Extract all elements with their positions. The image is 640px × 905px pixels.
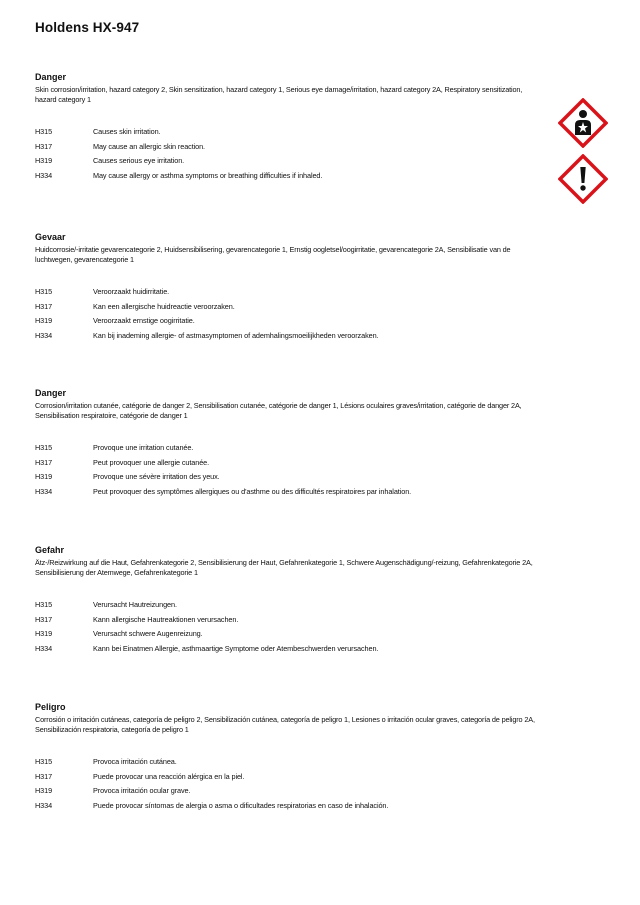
hazard-section-nl [35,232,540,343]
statement-text: Puede provocar una reacción alérgica en la piel. [93,771,245,781]
hazard-statement-list [35,125,540,183]
signal-word: Danger [35,388,67,398]
statement-code: H319 [35,316,53,325]
statement-text: Kann allergische Hautreaktionen verursachen. [93,614,239,624]
hazard-section-fr [35,388,540,499]
statement-text: Causes skin irritation. [93,127,161,136]
statement-text: Veroorzaakt huidirritatie. [93,287,170,296]
statement-text: Kan een allergische huidreactie veroorzaken. [93,301,235,311]
signal-word: Gefahr [35,545,65,555]
statement-code: H317 [35,457,53,467]
statement-code: H315 [35,127,53,136]
statement-text: Veroorzaakt ernstige oogirritatie. [93,316,195,325]
statement-code: H319 [35,156,53,165]
statement-code: H315 [35,757,53,766]
health-hazard-icon [558,98,608,148]
hazard-statement [35,140,540,155]
hazard-statement [35,755,540,770]
hazard-statement [35,770,540,785]
signal-word: Danger [35,72,67,82]
statement-text: Provoca irritación ocular grave. [93,786,191,795]
hazard-classification: Ätz-/Reizwirkung auf die Haut, Gefahrenkategorie 2, Sensibilisierung der Haut, Gefahrenkategorie 1, Schwere Augenschädigung/-reizung, Gefahrenkategorie 2A, Sensibilisierung der Atemwege, Gefahrenkategorie 1 [35,558,533,577]
hazard-statement [35,456,540,471]
statement-code: H319 [35,786,53,795]
statement-code: H315 [35,443,53,452]
statement-code: H317 [35,614,53,624]
statement-text: Verursacht schwere Augenreizung. [93,629,203,638]
statement-code: H317 [35,141,53,151]
hazard-statement [35,154,540,169]
hazard-statement [35,125,540,140]
hazard-classification: Huidcorrosie/-irritatie gevarencategorie 2, Huidsensibilisering, gevarencategorie 1, Ernstig oogletsel/oogirritatie, gevarencategorie 2A, Sensibilisatie van de luchtwegen, gevarencategorie 1 [35,245,511,264]
statement-code: H334 [35,643,53,653]
hazard-statement [35,598,540,613]
hazard-statement-list [35,285,540,343]
document-title: Holdens HX-947 [35,20,140,35]
statement-text: Peut provoquer une allergie cutanée. [93,457,210,467]
statement-text: Kan bij inademing allergie- of astmasymptomen of ademhalingsmoeilijkheden veroorzaken. [93,330,379,340]
statement-code: H319 [35,472,53,481]
statement-text: Puede provocar síntomas de alergia o asma o dificultades respiratorias en caso de inhalación. [93,800,389,810]
statement-code: H317 [35,771,53,781]
hazard-statement-list [35,755,540,813]
statement-code: H315 [35,287,53,296]
hazard-statement [35,784,540,799]
hazard-section-en [35,72,540,183]
statement-code: H334 [35,170,53,180]
hazard-statement [35,300,540,315]
statement-code: H315 [35,600,53,609]
statement-text: Verursacht Hautreizungen. [93,600,177,609]
hazard-section-de [35,545,540,656]
statement-text: Kann bei Einatmen Allergie, asthmaartige Symptome oder Atembeschwerden verursachen. [93,643,379,653]
statement-code: H334 [35,486,53,496]
hazard-statement [35,169,540,184]
statement-code: H334 [35,330,53,340]
signal-word: Peligro [35,702,66,712]
hazard-statement [35,613,540,628]
hazard-statement [35,441,540,456]
statement-text: Provoca irritación cutánea. [93,757,177,766]
hazard-statement [35,285,540,300]
statement-text: May cause an allergic skin reaction. [93,141,205,151]
hazard-classification: Corrosión o irritación cutáneas, categoría de peligro 2, Sensibilización cutánea, categoría de peligro 1, Lesiones o irritación ocular graves, categoría de peligro 2A, Sensibilización respiratoria, categoría de peligro 1 [35,715,535,734]
statement-text: May cause allergy or asthma symptoms or breathing difficulties if inhaled. [93,170,323,180]
exclamation-mark-icon [558,154,608,204]
hazard-statement [35,799,540,814]
hazard-statement-list [35,598,540,656]
statement-text: Provoque une sévère irritation des yeux. [93,472,220,481]
statement-code: H317 [35,301,53,311]
hazard-statement [35,485,540,500]
hazard-classification: Corrosion/irritation cutanée, catégorie de danger 2, Sensibilisation cutanée, catégorie de danger 1, Lésions oculaires graves/irritation, catégorie de danger 2A, Sensibilisation respiratoire, catégorie de danger 1 [35,401,522,420]
statement-text: Peut provoquer des symptômes allergiques ou d'asthme ou des difficultés respiratoires par inhalation. [93,486,412,496]
statement-text: Provoque une irritation cutanée. [93,443,194,452]
statement-code: H334 [35,800,53,810]
hazard-statement [35,642,540,657]
signal-word: Gevaar [35,232,66,242]
hazard-classification: Skin corrosion/irritation, hazard category 2, Skin sensitization, hazard category 1, Serious eye damage/irritation, hazard category 2A, Respiratory sensitization, hazard category 1 [35,85,523,104]
statement-code: H319 [35,629,53,638]
hazard-statement-list [35,441,540,499]
hazard-statement [35,329,540,344]
hazard-section-es [35,702,540,813]
statement-text: Causes serious eye irritation. [93,156,185,165]
hazard-statement [35,627,540,642]
hazard-statement [35,470,540,485]
hazard-statement [35,314,540,329]
